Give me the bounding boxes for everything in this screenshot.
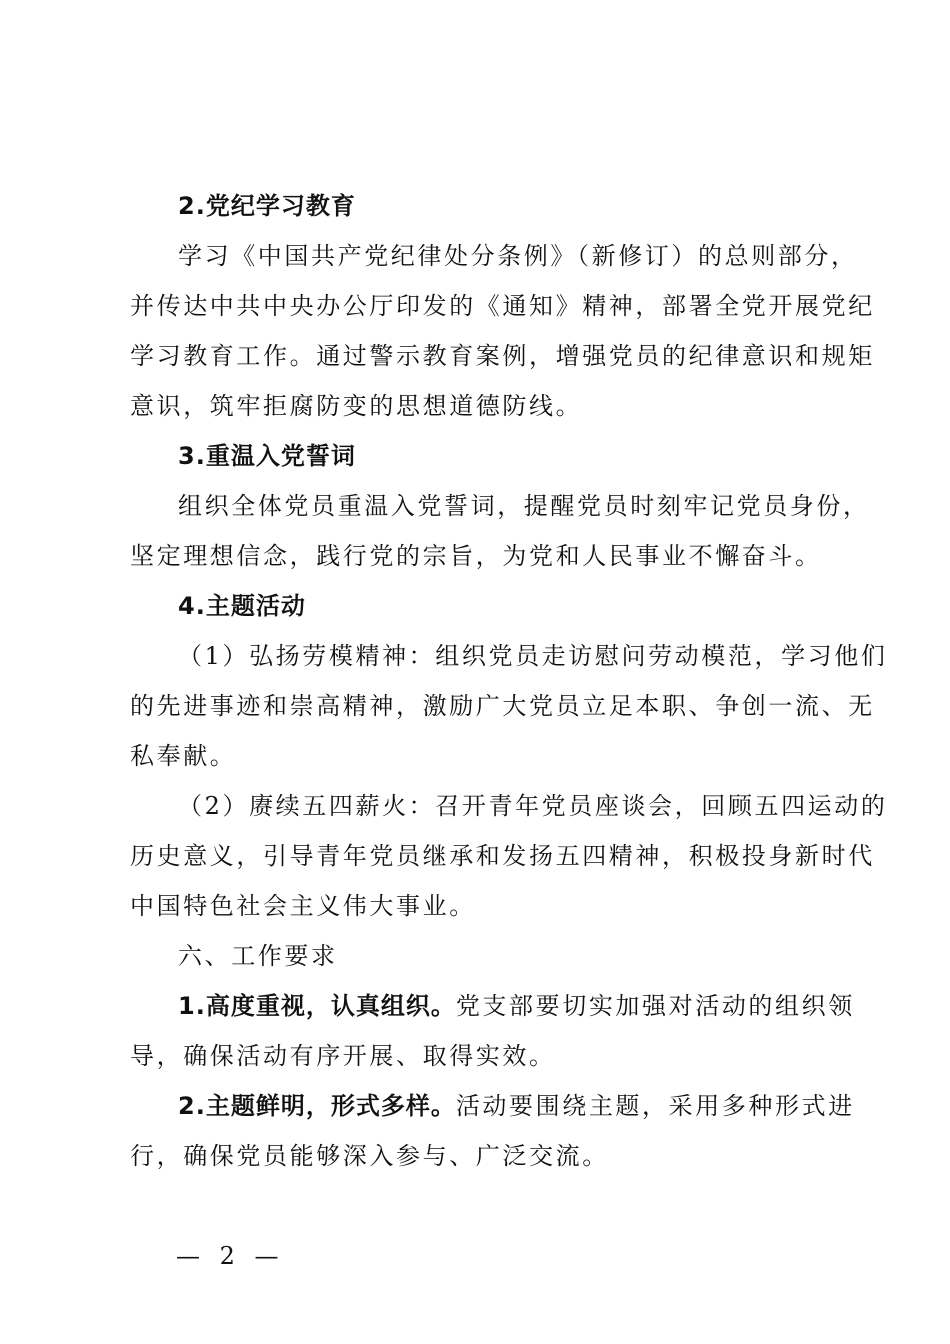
- paragraph-line: 历史意义，引导青年党员继承和发扬五四精神，积极投身新时代: [130, 842, 875, 870]
- paragraph-line: 的先进事迹和崇高精神，激励广大党员立足本职、争创一流、无: [130, 692, 875, 720]
- requirement-1-text: 党支部要切实加强对活动的组织领: [455, 992, 855, 1020]
- requirement-1-lead: 1.高度重视，认真组织。: [178, 992, 456, 1020]
- paragraph-line: 学习教育工作。通过警示教育案例，增强党员的纪律意识和规矩: [130, 342, 875, 370]
- paragraph-line: （1）弘扬劳模精神：组织党员走访慰问劳动模范，学习他们: [178, 642, 888, 670]
- paragraph-line: 组织全体党员重温入党誓词，提醒党员时刻牢记党员身份，: [178, 492, 870, 520]
- section-heading-theme-activities: 4.主题活动: [178, 592, 306, 620]
- paragraph-line: 中国特色社会主义伟大事业。: [130, 892, 476, 920]
- requirement-2-lead: 2.主题鲜明，形式多样。: [178, 1092, 456, 1120]
- paragraph-line: 学习《中国共产党纪律处分条例》（新修订）的总则部分，: [178, 242, 858, 270]
- section-heading-work-requirements: 六、工作要求: [178, 942, 338, 970]
- paragraph-line: 导，确保活动有序开展、取得实效。: [130, 1042, 556, 1070]
- paragraph-line: （2）赓续五四薪火：召开青年党员座谈会，回顾五四运动的: [178, 792, 888, 820]
- requirement-2-text: 活动要围绕主题，采用多种形式进: [455, 1092, 855, 1120]
- section-heading-oath: 3.重温入党誓词: [178, 442, 356, 470]
- requirement-1-line: [178, 988, 855, 1024]
- paragraph-line: 行，确保党员能够深入参与、广泛交流。: [130, 1142, 609, 1170]
- paragraph-line: 坚定理想信念，践行党的宗旨，为党和人民事业不懈奋斗。: [130, 542, 822, 570]
- requirement-2-line: [178, 1088, 855, 1124]
- paragraph-line: 并传达中共中央办公厅印发的《通知》精神，部署全党开展党纪: [130, 292, 875, 320]
- section-heading-party-discipline: 2.党纪学习教育: [178, 192, 356, 220]
- page-number: — 2 —: [176, 1242, 285, 1270]
- paragraph-line: 意识，筑牢拒腐防变的思想道德防线。: [130, 392, 583, 420]
- paragraph-line: 私奉献。: [130, 742, 237, 770]
